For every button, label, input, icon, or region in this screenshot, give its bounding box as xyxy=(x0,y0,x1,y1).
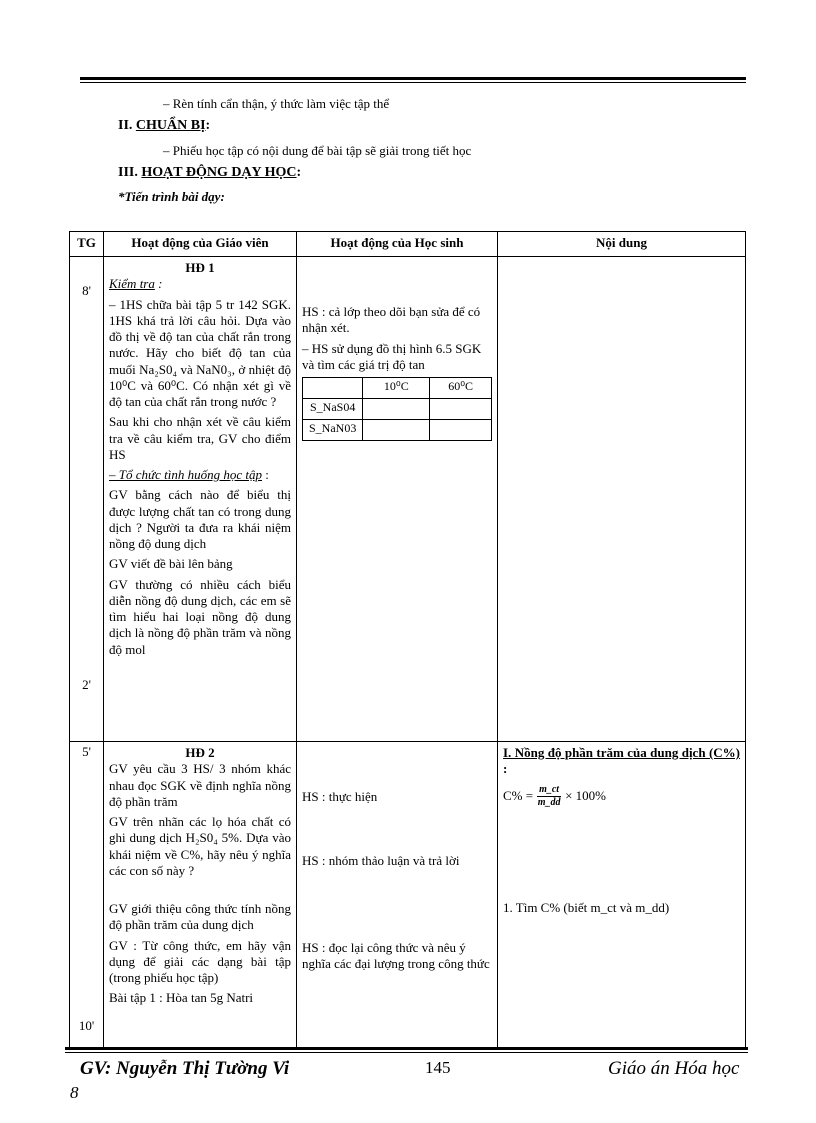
header-tg: TG xyxy=(70,232,104,257)
student-cell-2 xyxy=(297,742,498,1049)
check-label: Kiểm tra : xyxy=(109,276,163,292)
content-cell-2 xyxy=(498,742,746,1049)
content-cell-1 xyxy=(498,257,746,742)
percent-formula: C% = $\frac{m\_ct}{m\_dd}$ × 100% xyxy=(503,783,607,808)
footer-teacher: GV: Nguyễn Thị Tường Vi xyxy=(80,1058,290,1079)
tg-value: 10' xyxy=(78,1018,95,1033)
footer-subject: Giáo án Hóa học xyxy=(608,1058,740,1079)
header-content: Nội dung xyxy=(498,232,746,257)
tg-value: 8' xyxy=(82,283,91,298)
teacher-text: Sau khi cho nhận xét về câu kiểm tra về câu kiểm tra, GV cho điểm HS xyxy=(109,414,291,462)
table-header-row xyxy=(70,232,746,257)
solubility-table xyxy=(302,377,492,441)
process-label: *Tiến trình bài dạy: xyxy=(118,189,225,204)
hd-label: HĐ 2 xyxy=(185,745,215,760)
sub-header: 60⁰C xyxy=(430,378,492,399)
header-rule xyxy=(80,77,746,80)
content-text: 1. Tìm C% (biết m_ct và m_dd) xyxy=(503,899,670,915)
footer-rule-thin xyxy=(65,1052,748,1053)
footer-rule xyxy=(65,1047,748,1050)
hd-label: HĐ 1 xyxy=(185,260,215,275)
teacher-text: – 1HS chữa bài tập 5 tr 142 SGK. 1HS khá trả lời câu hỏi. Dựa vào đồ thị về độ tan của chất rắn trong nước. Hãy cho biết độ tan của muối Na₂S0₄ và NaN0₃, ở nhiệt độ 10⁰C và 60⁰C. Có nhận xét gì về độ tan của chất rắn trong nước ? xyxy=(109,296,291,409)
table-row-hd1 xyxy=(70,257,746,742)
teacher-text: GV giới thiệu công thức tính nồng độ phần trăm của dung dịch xyxy=(109,901,291,933)
teacher-text: GV viết đề bài lên bảng xyxy=(109,556,233,572)
footer-grade: 8 xyxy=(70,1083,79,1102)
teacher-cell-2 xyxy=(104,742,297,1049)
sub-header: 10⁰C xyxy=(363,378,430,399)
section-3-heading: III. HOẠT ĐỘNG DẠY HỌC: xyxy=(118,165,302,180)
content-title: I. Nồng độ phần trăm của dung dịch (C%) : xyxy=(503,745,740,777)
intro-line-2: – Phiếu học tập có nội dung để bài tập sẽ giải trong tiết học xyxy=(163,143,472,158)
tg-cell-1 xyxy=(70,257,104,742)
situation-label: – Tổ chức tình huống học tập : xyxy=(109,467,269,482)
tg-value: 5' xyxy=(82,744,91,759)
student-text: HS : cả lớp theo dõi bạn sửa để có nhận xét. xyxy=(302,304,481,336)
tg-value: 2' xyxy=(82,677,91,692)
student-text: HS : thực hiện xyxy=(302,789,378,804)
header-rule-thin xyxy=(80,82,746,83)
teacher-text: GV : Từ công thức, em hãy vận dụng để giải các dạng bài tập (trong phiếu học tập) xyxy=(109,937,291,985)
section-2-heading: II. CHUẨN BỊ: xyxy=(118,118,211,133)
student-cell-1 xyxy=(297,257,498,742)
teacher-text: GV bằng cách nào để biểu thị được lượng chất tan có trong dung dịch ? Người ta đưa ra khái niệm nồng độ dung dịch xyxy=(109,487,291,551)
header-teacher: Hoạt động của Giáo viên xyxy=(104,232,297,257)
teacher-text: Bài tập 1 : Hòa tan 5g Natri xyxy=(109,990,254,1006)
student-text: – HS sử dụng đồ thị hình 6.5 SGK và tìm các giá trị độ tan xyxy=(302,340,482,372)
sub-row-label: S_NaN03 xyxy=(303,420,363,441)
footer-page-number: 145 xyxy=(425,1058,451,1077)
table-row-hd2 xyxy=(70,742,746,1049)
intro-line-1: – Rèn tính cẩn thận, ý thức làm việc tập thể xyxy=(163,96,390,111)
teacher-text: GV trên nhãn các lọ hóa chất có ghi dung dịch H₂S0₄ 5%. Dựa vào khái niệm về C%, hãy nêu ý nghĩa các con số này ? xyxy=(109,814,291,878)
teacher-cell-1 xyxy=(104,257,297,742)
student-text: HS : đọc lại công thức và nêu ý nghĩa các đại lượng trong công thức xyxy=(302,939,490,971)
sub-row-label: S_NaS04 xyxy=(303,399,363,420)
header-student: Hoạt động của Học sinh xyxy=(297,232,498,257)
tg-cell-2 xyxy=(70,742,104,1049)
teacher-text: GV thường có nhiều cách biểu diễn nồng độ dung dịch, các em sẽ tìm hiểu hai loại nồng độ dung dịch là nồng độ phần trăm và nồng độ mol xyxy=(109,576,291,657)
lesson-table xyxy=(69,231,746,1049)
teacher-text: GV yêu cầu 3 HS/ 3 nhóm khác nhau đọc SGK về định nghĩa nồng độ phần trăm xyxy=(109,761,291,809)
student-text: HS : nhóm thảo luận và trả lời xyxy=(302,853,460,869)
